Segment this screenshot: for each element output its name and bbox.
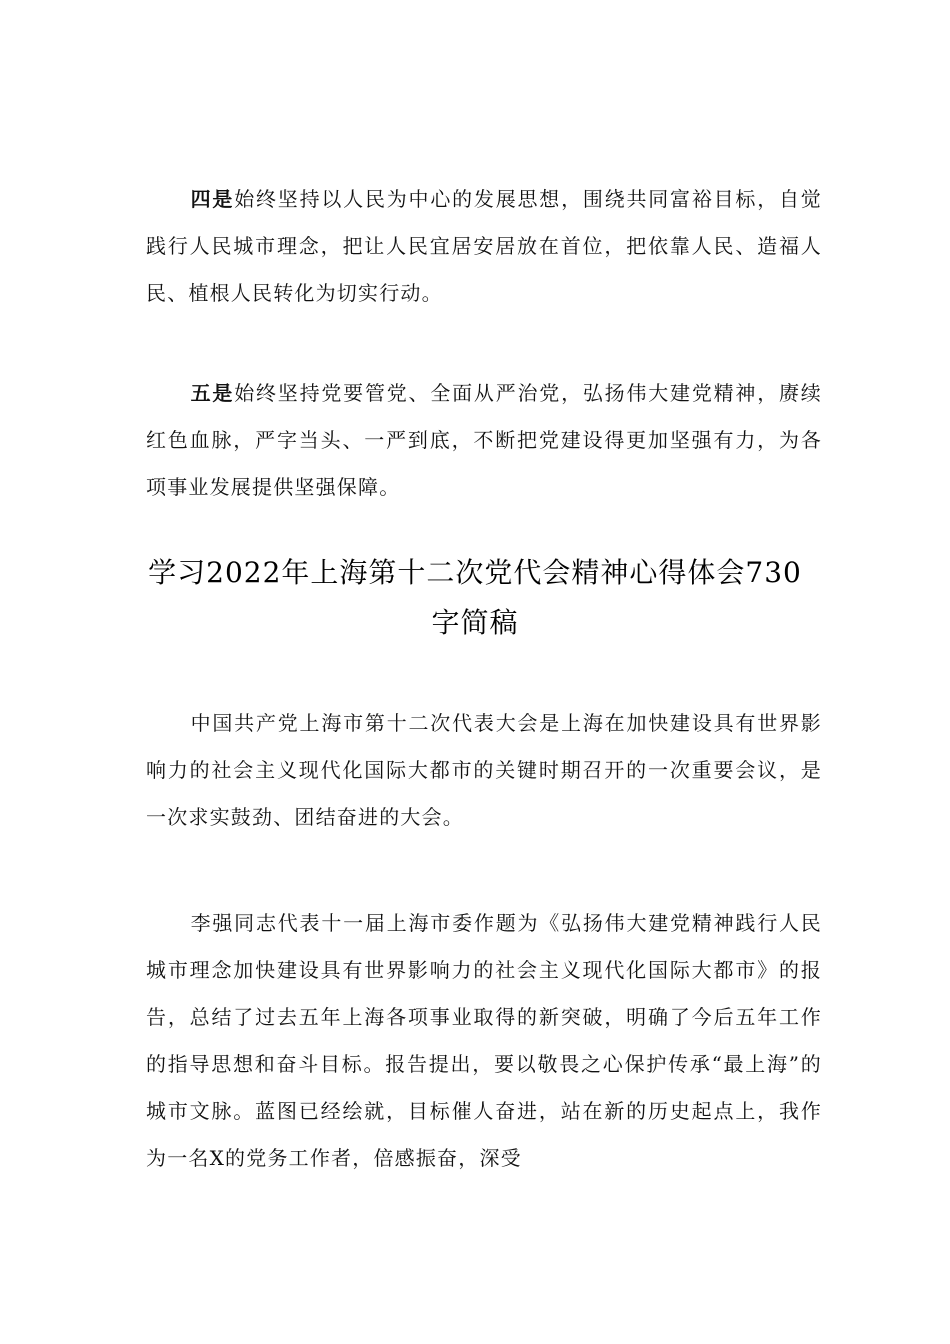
paragraph-item-five bbox=[146, 370, 822, 511]
item-four-text: 始终坚持以人民为中心的发展思想，围绕共同富裕目标，自觉践行人民城市理念，把让人民宜居安居放在首位，把依靠人民、造福人民、植根人民转化为切实行动。 bbox=[146, 187, 822, 305]
item-five-lead: 五是 bbox=[190, 381, 235, 405]
item-four-lead: 四是 bbox=[190, 187, 235, 211]
item-five-text: 始终坚持党要管党、全面从严治党，弘扬伟大建党精神，赓续红色血脉，严字当头、一严到底，不断把党建设得更加坚强有力，为各项事业发展提供坚强保障。 bbox=[146, 381, 822, 499]
article-title bbox=[120, 548, 830, 648]
report-text: 李强同志代表十一届上海市委作题为《弘扬伟大建党精神践行人民城市理念加快建设具有世界影响力的社会主义现代化国际大都市》的报告，总结了过去五年上海各项事业取得的新突破，明确了今后五年工作的指导思想和奋斗目标。报告提出，要以敬畏之心保护传承“最上海”的城市文脉。蓝图已经绘就，目标催人奋进，站在新的历史起点上，我作为一名X的党务工作者，倍感振奋，深受 bbox=[146, 911, 822, 1170]
paragraph-item-four bbox=[146, 176, 822, 317]
paragraph-intro bbox=[146, 700, 822, 841]
title-line-1: 学习2022年上海第十二次党代会精神心得体会730 bbox=[148, 556, 802, 589]
intro-text: 中国共产党上海市第十二次代表大会是上海在加快建设具有世界影响力的社会主义现代化国际大都市的关键时期召开的一次重要会议，是一次求实鼓劲、团结奋进的大会。 bbox=[146, 711, 822, 829]
title-line-2: 字简稿 bbox=[431, 606, 519, 639]
paragraph-report bbox=[146, 900, 822, 1182]
